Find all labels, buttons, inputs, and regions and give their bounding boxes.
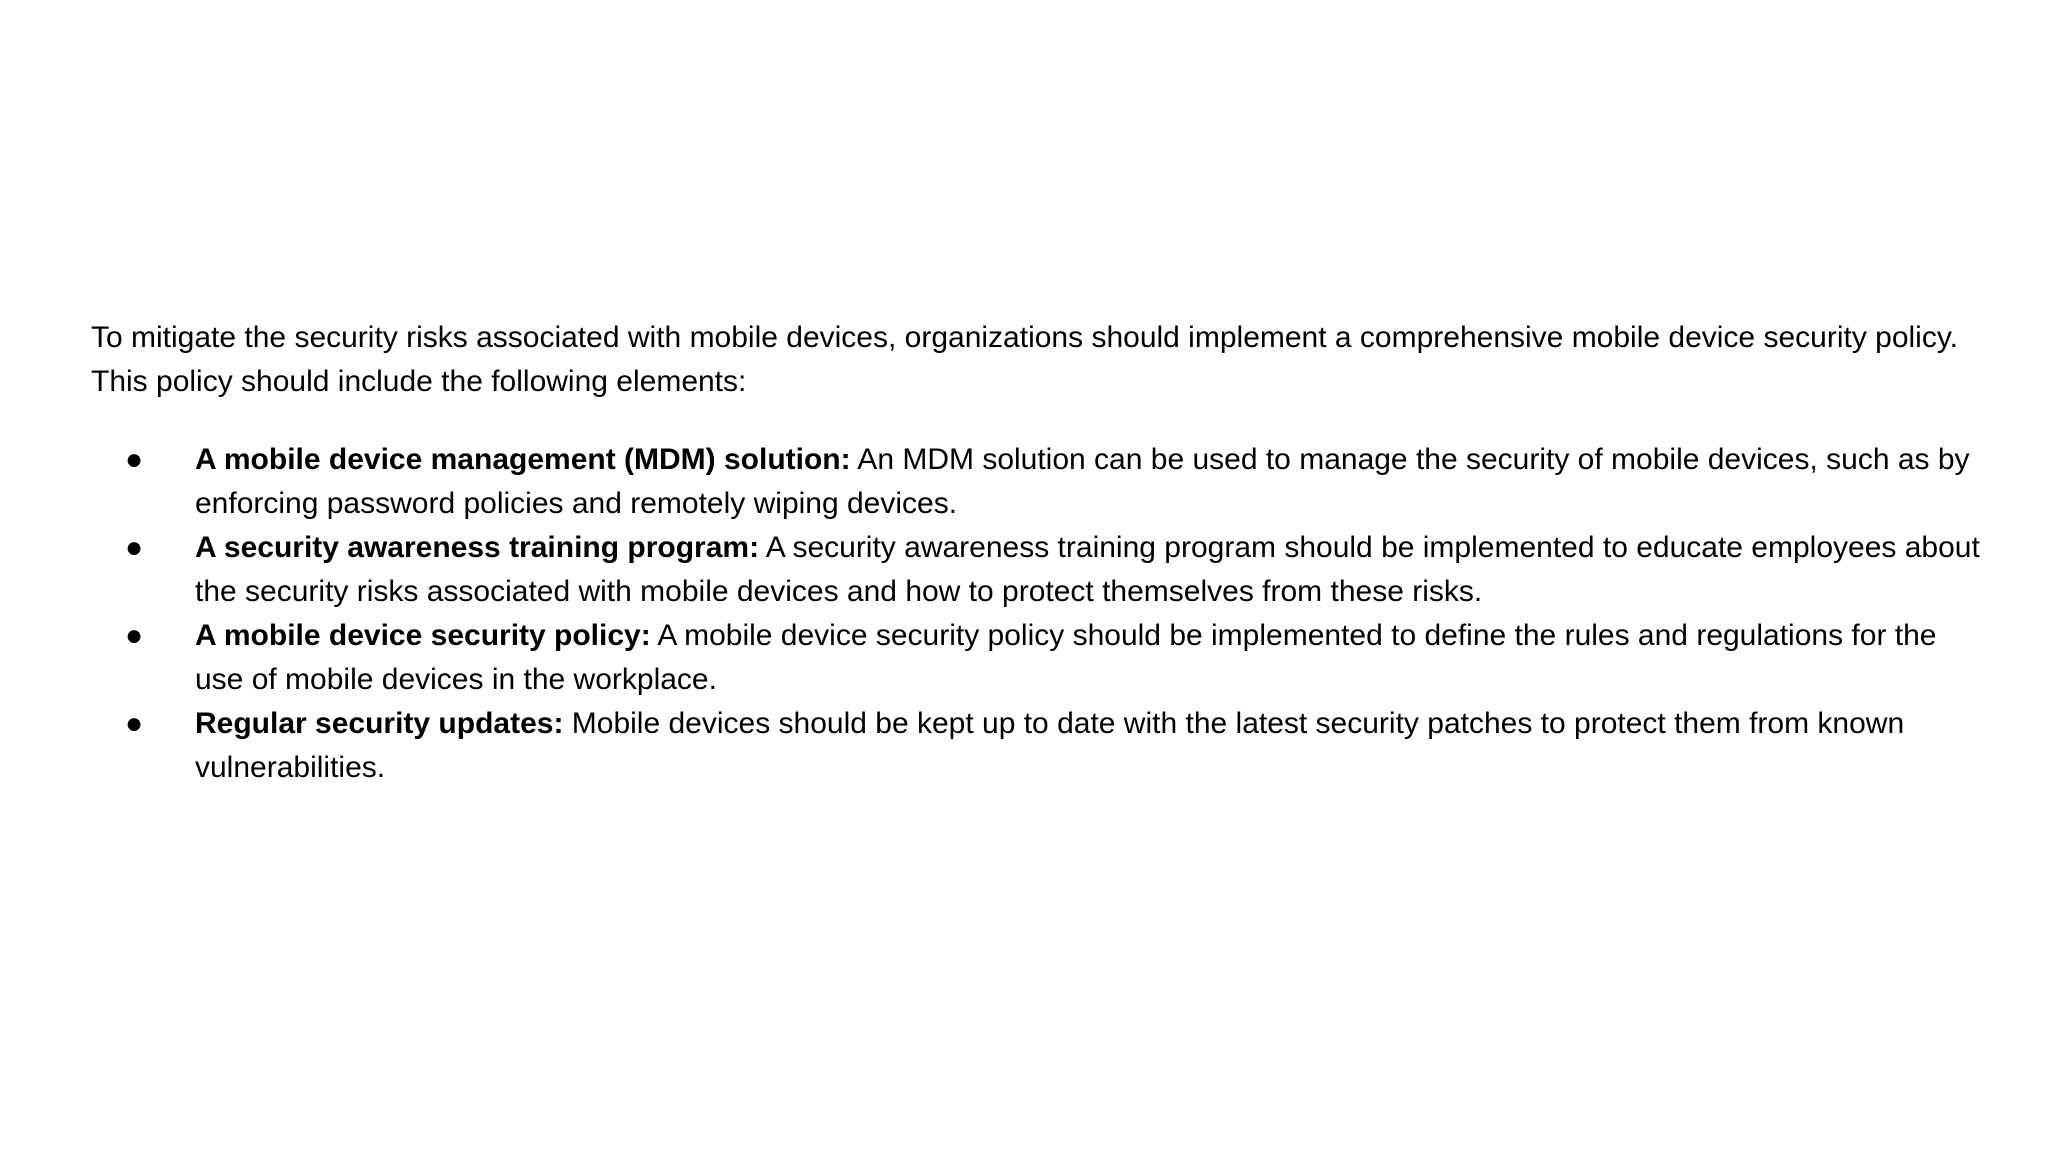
list-item xyxy=(91,438,1991,526)
bullet-icon: ● xyxy=(125,619,144,652)
intro-paragraph: To mitigate the security risks associated with mobile devices, organizations should implement a comprehensive mobile device security policy. This policy should include the following elements: xyxy=(91,321,1958,398)
list-item xyxy=(91,614,1991,702)
bullet-icon: ● xyxy=(125,443,144,476)
bullet-icon: ● xyxy=(125,531,144,564)
bullet-text: Mobile devices should be kept up to date with the latest security patches to protect them from known vulnerabilities. xyxy=(195,707,1905,784)
bullet-text: An MDM solution can be used to manage the security of mobile devices, such as by enforcing password policies and remotely wiping devices. xyxy=(195,443,1970,520)
bullet-list xyxy=(91,438,1991,790)
list-item xyxy=(91,702,1991,790)
document-page xyxy=(91,316,1991,790)
bullet-term: Regular security updates: xyxy=(195,707,564,740)
bullet-text: A mobile device security policy should be implemented to define the rules and regulations for the use of mobile devices in the workplace. xyxy=(195,619,1937,696)
bullet-term: A mobile device security policy: xyxy=(195,619,651,652)
bullet-term: A mobile device management (MDM) solution: xyxy=(195,443,851,476)
bullet-text: A security awareness training program should be implemented to educate employees about the security risks associated with mobile devices and how to protect themselves from these risks. xyxy=(195,531,1980,608)
list-item xyxy=(91,526,1991,614)
bullet-term: A security awareness training program: xyxy=(195,531,760,564)
bullet-icon: ● xyxy=(125,707,144,740)
